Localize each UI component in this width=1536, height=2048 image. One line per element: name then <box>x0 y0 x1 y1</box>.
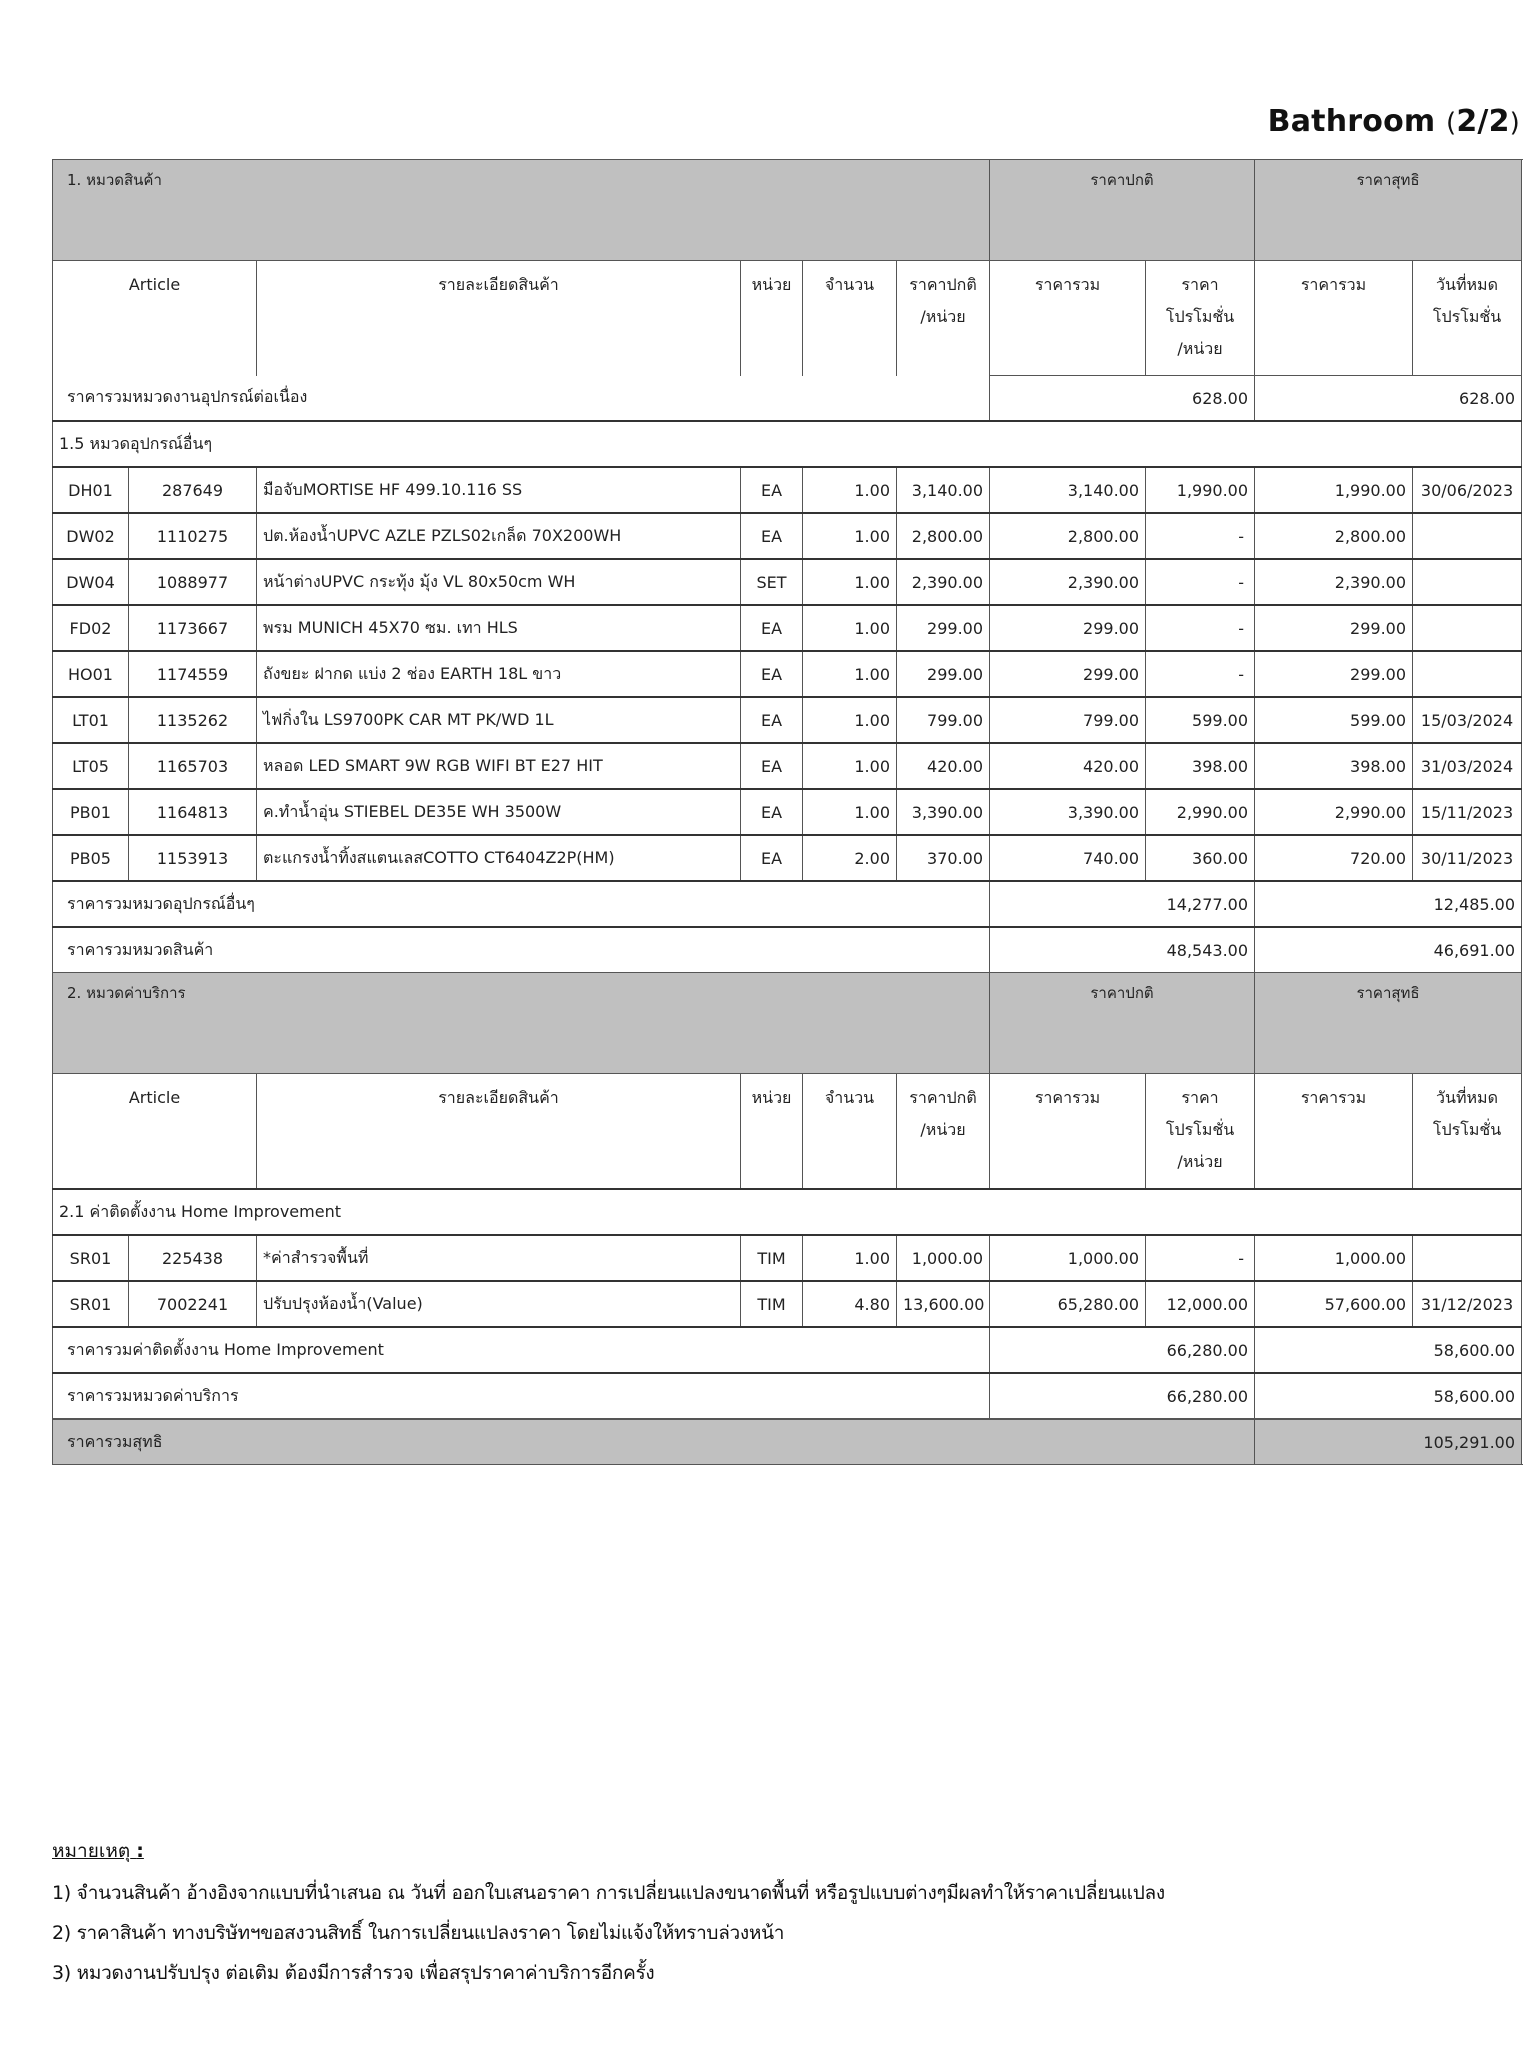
table-row <box>53 835 1522 881</box>
item-unit-price: 799.00 <box>897 697 990 743</box>
item-qty: 1.00 <box>803 651 897 697</box>
col-expiry-l2: โปรโมชั่น <box>1432 307 1502 326</box>
table-row <box>53 467 1522 513</box>
subsection-1-5-subtotal-net: 12,485.00 <box>1255 881 1522 927</box>
item-total: 420.00 <box>990 743 1146 789</box>
item-code: SR01 <box>53 1235 129 1281</box>
section2-group-net: ราคาสุทธิ <box>1255 973 1522 1074</box>
col-expiry <box>1413 261 1522 376</box>
table-row <box>53 513 1522 559</box>
subsection-2-1-subtotal-label: ราคารวมค่าติดตั้งงาน Home Improvement <box>53 1327 990 1373</box>
subsection-2-1-header <box>53 1189 1522 1235</box>
subsection-1-5-label: 1.5 หมวดอุปกรณ์อื่นๆ <box>53 421 1522 467</box>
item-promo-price: - <box>1146 651 1255 697</box>
section2-total-net: 58,600.00 <box>1255 1373 1522 1419</box>
item-unit: EA <box>741 651 803 697</box>
table-row <box>53 789 1522 835</box>
col2-article: Article <box>53 1074 257 1190</box>
item-total: 2,800.00 <box>990 513 1146 559</box>
col-unit-price <box>897 261 990 376</box>
item-promo-price: - <box>1146 559 1255 605</box>
item-code: DW02 <box>53 513 129 559</box>
item-article: 1110275 <box>129 513 257 559</box>
table-row <box>53 697 1522 743</box>
item-total: 3,140.00 <box>990 467 1146 513</box>
subsection-1-5-subtotal-regular: 14,277.00 <box>990 881 1255 927</box>
section2-column-header <box>53 1074 1522 1190</box>
note-line: 3) หมวดงานปรับปรุง ต่อเติม ต้องมีการสำรวจ เพื่อสรุปราคาค่าบริการอีกครั้ง <box>52 1962 655 1984</box>
section1-group-net: ราคาสุทธิ <box>1255 160 1522 261</box>
item-net-total: 599.00 <box>1255 697 1413 743</box>
item-code: PB05 <box>53 835 129 881</box>
section1-total-row <box>53 927 1522 973</box>
item-expiry: 30/11/2023 <box>1413 835 1522 881</box>
section2-category-header <box>53 973 1522 1074</box>
item-unit: EA <box>741 835 803 881</box>
col2-expiry-l2: โปรโมชั่น <box>1432 1120 1502 1139</box>
section2-label: 2. หมวดค่าบริการ <box>53 973 990 1074</box>
col2-promo-l1: ราคา <box>1181 1088 1219 1107</box>
col-total: ราคารวม <box>990 261 1146 376</box>
item-total: 799.00 <box>990 697 1146 743</box>
item-article: 287649 <box>129 467 257 513</box>
col2-promo-l2: โปรโมชั่น <box>1165 1120 1235 1139</box>
item-description: หน้าต่างUPVC กระทุ้ง มุ้ง VL 80x50cm WH <box>257 559 741 605</box>
col-net-total: ราคารวม <box>1255 261 1413 376</box>
item-total: 299.00 <box>990 651 1146 697</box>
section1-total-regular: 48,543.00 <box>990 927 1255 973</box>
item-total: 2,390.00 <box>990 559 1146 605</box>
table-row <box>53 1235 1522 1281</box>
item-description: มือจับMORTISE HF 499.10.116 SS <box>257 467 741 513</box>
item-description: ปรับปรุงห้องน้ำ(Value) <box>257 1281 741 1327</box>
item-unit: EA <box>741 743 803 789</box>
note-line: 2) ราคาสินค้า ทางบริษัทฯขอสงวนสิทธิ์ ในการเปลี่ยนแปลงราคา โดยไม่แจ้งให้ทราบล่วงหน้า <box>52 1922 785 1944</box>
quotation-table <box>52 159 1522 1465</box>
note-line: 1) จำนวนสินค้า อ้างอิงจากแบบที่นำเสนอ ณ วันที่ ออกใบเสนอราคา การเปลี่ยนแปลงขนาดพื้นที่ หรือรูปแบบต่างๆมีผลทำให้ราคาเปลี่ยนแปลง <box>52 1882 1165 1904</box>
col2-total: ราคารวม <box>990 1074 1146 1190</box>
item-unit: TIM <box>741 1281 803 1327</box>
section1-label: 1. หมวดสินค้า <box>53 160 990 261</box>
item-net-total: 398.00 <box>1255 743 1413 789</box>
item-description: ถังขยะ ฝากด แบ่ง 2 ช่อง EARTH 18L ขาว <box>257 651 741 697</box>
subsection-1-5-subtotal-label: ราคารวมหมวดอุปกรณ์อื่นๆ <box>53 881 990 927</box>
item-qty: 1.00 <box>803 697 897 743</box>
item-qty: 1.00 <box>803 559 897 605</box>
item-article: 7002241 <box>129 1281 257 1327</box>
subsection-1-5-header <box>53 421 1522 467</box>
item-article: 1153913 <box>129 835 257 881</box>
col2-unit-price <box>897 1074 990 1190</box>
item-expiry: 31/03/2024 <box>1413 743 1522 789</box>
notes-heading <box>52 1836 1492 1866</box>
table-row <box>53 651 1522 697</box>
col-article: Article <box>53 261 257 376</box>
item-total: 740.00 <box>990 835 1146 881</box>
item-promo-price: 2,990.00 <box>1146 789 1255 835</box>
item-code: LT01 <box>53 697 129 743</box>
item-code: PB01 <box>53 789 129 835</box>
item-total: 1,000.00 <box>990 1235 1146 1281</box>
item-net-total: 299.00 <box>1255 605 1413 651</box>
item-net-total: 1,000.00 <box>1255 1235 1413 1281</box>
section2-total-row <box>53 1373 1522 1419</box>
table-row <box>53 559 1522 605</box>
item-code: DW04 <box>53 559 129 605</box>
item-expiry <box>1413 1235 1522 1281</box>
item-promo-price: 360.00 <box>1146 835 1255 881</box>
section1-column-header <box>53 261 1522 376</box>
col-unit-price-l1: ราคาปกติ <box>909 275 977 294</box>
item-promo-price: - <box>1146 605 1255 651</box>
item-description: พรม MUNICH 45X70 ซม. เทา HLS <box>257 605 741 651</box>
item-description: ปต.ห้องน้ำUPVC AZLE PZLS02เกล็ด 70X200WH <box>257 513 741 559</box>
item-total: 299.00 <box>990 605 1146 651</box>
col-qty: จำนวน <box>803 261 897 376</box>
col-promo-l3: /หน่วย <box>1177 339 1223 358</box>
section1-total-net: 46,691.00 <box>1255 927 1522 973</box>
title-page: 2/2 <box>1456 104 1510 139</box>
item-qty: 1.00 <box>803 467 897 513</box>
title-main: Bathroom <box>1267 104 1436 139</box>
item-article: 225438 <box>129 1235 257 1281</box>
col2-unit-price-l2: /หน่วย <box>920 1120 966 1139</box>
item-description: ตะแกรงน้ำทิ้งสแตนเลสCOTTO CT6404Z2P(HM) <box>257 835 741 881</box>
item-unit: SET <box>741 559 803 605</box>
item-net-total: 2,390.00 <box>1255 559 1413 605</box>
item-article: 1135262 <box>129 697 257 743</box>
section1-category-header <box>53 160 1522 261</box>
col2-promo <box>1146 1074 1255 1190</box>
prev-subtotal-row <box>53 376 1522 422</box>
item-description: ไฟกิ่งใน LS9700PK CAR MT PK/WD 1L <box>257 697 741 743</box>
col-unit: หน่วย <box>741 261 803 376</box>
subsection-2-1-label: 2.1 ค่าติดตั้งงาน Home Improvement <box>53 1189 1522 1235</box>
title-paren-open: ( <box>1446 108 1457 138</box>
item-unit-price: 13,600.00 <box>897 1281 990 1327</box>
item-article: 1173667 <box>129 605 257 651</box>
item-qty: 4.80 <box>803 1281 897 1327</box>
grand-total-label: ราคารวมสุทธิ <box>53 1419 1255 1465</box>
item-promo-price: 12,000.00 <box>1146 1281 1255 1327</box>
section2-group-regular: ราคาปกติ <box>990 973 1255 1074</box>
item-expiry: 15/03/2024 <box>1413 697 1522 743</box>
subsection-2-1-subtotal-row <box>53 1327 1522 1373</box>
item-article: 1088977 <box>129 559 257 605</box>
item-unit-price: 299.00 <box>897 605 990 651</box>
item-qty: 1.00 <box>803 513 897 559</box>
subsection-1-5-subtotal-row <box>53 881 1522 927</box>
prev-subtotal-regular: 628.00 <box>990 376 1255 422</box>
item-total: 3,390.00 <box>990 789 1146 835</box>
section2-items <box>53 1235 1522 1327</box>
item-promo-price: - <box>1146 513 1255 559</box>
item-unit: EA <box>741 605 803 651</box>
item-unit-price: 420.00 <box>897 743 990 789</box>
item-unit-price: 2,800.00 <box>897 513 990 559</box>
item-net-total: 1,990.00 <box>1255 467 1413 513</box>
col-promo-l2: โปรโมชั่น <box>1165 307 1235 326</box>
item-unit-price: 2,390.00 <box>897 559 990 605</box>
item-promo-price: 398.00 <box>1146 743 1255 789</box>
notes-heading-text: หมายเหตุ <box>52 1840 131 1862</box>
grand-total-value: 105,291.00 <box>1255 1419 1522 1465</box>
item-expiry: 31/12/2023 <box>1413 1281 1522 1327</box>
subsection-2-1-subtotal-net: 58,600.00 <box>1255 1327 1522 1373</box>
item-promo-price: 1,990.00 <box>1146 467 1255 513</box>
item-article: 1174559 <box>129 651 257 697</box>
document-title <box>1120 104 1520 139</box>
col2-net-total: ราคารวม <box>1255 1074 1413 1190</box>
section1-total-label: ราคารวมหมวดสินค้า <box>53 927 990 973</box>
col-unit-price-l2: /หน่วย <box>920 307 966 326</box>
table-row <box>53 605 1522 651</box>
item-code: HO01 <box>53 651 129 697</box>
col2-expiry-l1: วันที่หมด <box>1436 1088 1498 1107</box>
item-article: 1165703 <box>129 743 257 789</box>
item-qty: 1.00 <box>803 743 897 789</box>
item-net-total: 299.00 <box>1255 651 1413 697</box>
grand-total-row <box>53 1419 1522 1465</box>
item-expiry <box>1413 559 1522 605</box>
item-qty: 1.00 <box>803 605 897 651</box>
table-row <box>53 743 1522 789</box>
item-unit-price: 299.00 <box>897 651 990 697</box>
col-expiry-l1: วันที่หมด <box>1436 275 1498 294</box>
title-paren-close: ) <box>1509 108 1520 138</box>
section1-group-regular: ราคาปกติ <box>990 160 1255 261</box>
item-promo-price: - <box>1146 1235 1255 1281</box>
item-net-total: 57,600.00 <box>1255 1281 1413 1327</box>
item-expiry <box>1413 513 1522 559</box>
item-code: DH01 <box>53 467 129 513</box>
item-unit-price: 3,140.00 <box>897 467 990 513</box>
item-unit-price: 370.00 <box>897 835 990 881</box>
col2-qty: จำนวน <box>803 1074 897 1190</box>
col2-expiry <box>1413 1074 1522 1190</box>
subsection-2-1-subtotal-regular: 66,280.00 <box>990 1327 1255 1373</box>
section2-total-regular: 66,280.00 <box>990 1373 1255 1419</box>
col2-unit-price-l1: ราคาปกติ <box>909 1088 977 1107</box>
item-expiry: 30/06/2023 <box>1413 467 1522 513</box>
item-expiry <box>1413 651 1522 697</box>
prev-subtotal-label: ราคารวมหมวดงานอุปกรณ์ต่อเนื่อง <box>53 376 990 422</box>
item-qty: 1.00 <box>803 1235 897 1281</box>
item-qty: 2.00 <box>803 835 897 881</box>
table-row <box>53 1281 1522 1327</box>
item-net-total: 2,990.00 <box>1255 789 1413 835</box>
item-unit-price: 3,390.00 <box>897 789 990 835</box>
item-code: SR01 <box>53 1281 129 1327</box>
section1-items <box>53 467 1522 881</box>
notes-heading-colon: : <box>136 1840 144 1862</box>
col-promo <box>1146 261 1255 376</box>
notes-section <box>52 1836 1492 1998</box>
item-net-total: 2,800.00 <box>1255 513 1413 559</box>
item-unit-price: 1,000.00 <box>897 1235 990 1281</box>
col-description: รายละเอียดสินค้า <box>257 261 741 376</box>
item-code: FD02 <box>53 605 129 651</box>
col2-promo-l3: /หน่วย <box>1177 1152 1223 1171</box>
section2-total-label: ราคารวมหมวดค่าบริการ <box>53 1373 990 1419</box>
item-unit: EA <box>741 697 803 743</box>
item-description: หลอด LED SMART 9W RGB WIFI BT E27 HIT <box>257 743 741 789</box>
item-article: 1164813 <box>129 789 257 835</box>
item-expiry: 15/11/2023 <box>1413 789 1522 835</box>
item-code: LT05 <box>53 743 129 789</box>
prev-subtotal-net: 628.00 <box>1255 376 1522 422</box>
item-qty: 1.00 <box>803 789 897 835</box>
item-unit: TIM <box>741 1235 803 1281</box>
item-unit: EA <box>741 467 803 513</box>
col2-description: รายละเอียดสินค้า <box>257 1074 741 1190</box>
col-promo-l1: ราคา <box>1181 275 1219 294</box>
item-unit: EA <box>741 789 803 835</box>
item-expiry <box>1413 605 1522 651</box>
col2-unit: หน่วย <box>741 1074 803 1190</box>
item-promo-price: 599.00 <box>1146 697 1255 743</box>
item-net-total: 720.00 <box>1255 835 1413 881</box>
item-total: 65,280.00 <box>990 1281 1146 1327</box>
item-description: ค.ทำน้ำอุ่น STIEBEL DE35E WH 3500W <box>257 789 741 835</box>
item-unit: EA <box>741 513 803 559</box>
item-description: *ค่าสำรวจพื้นที่ <box>257 1235 741 1281</box>
